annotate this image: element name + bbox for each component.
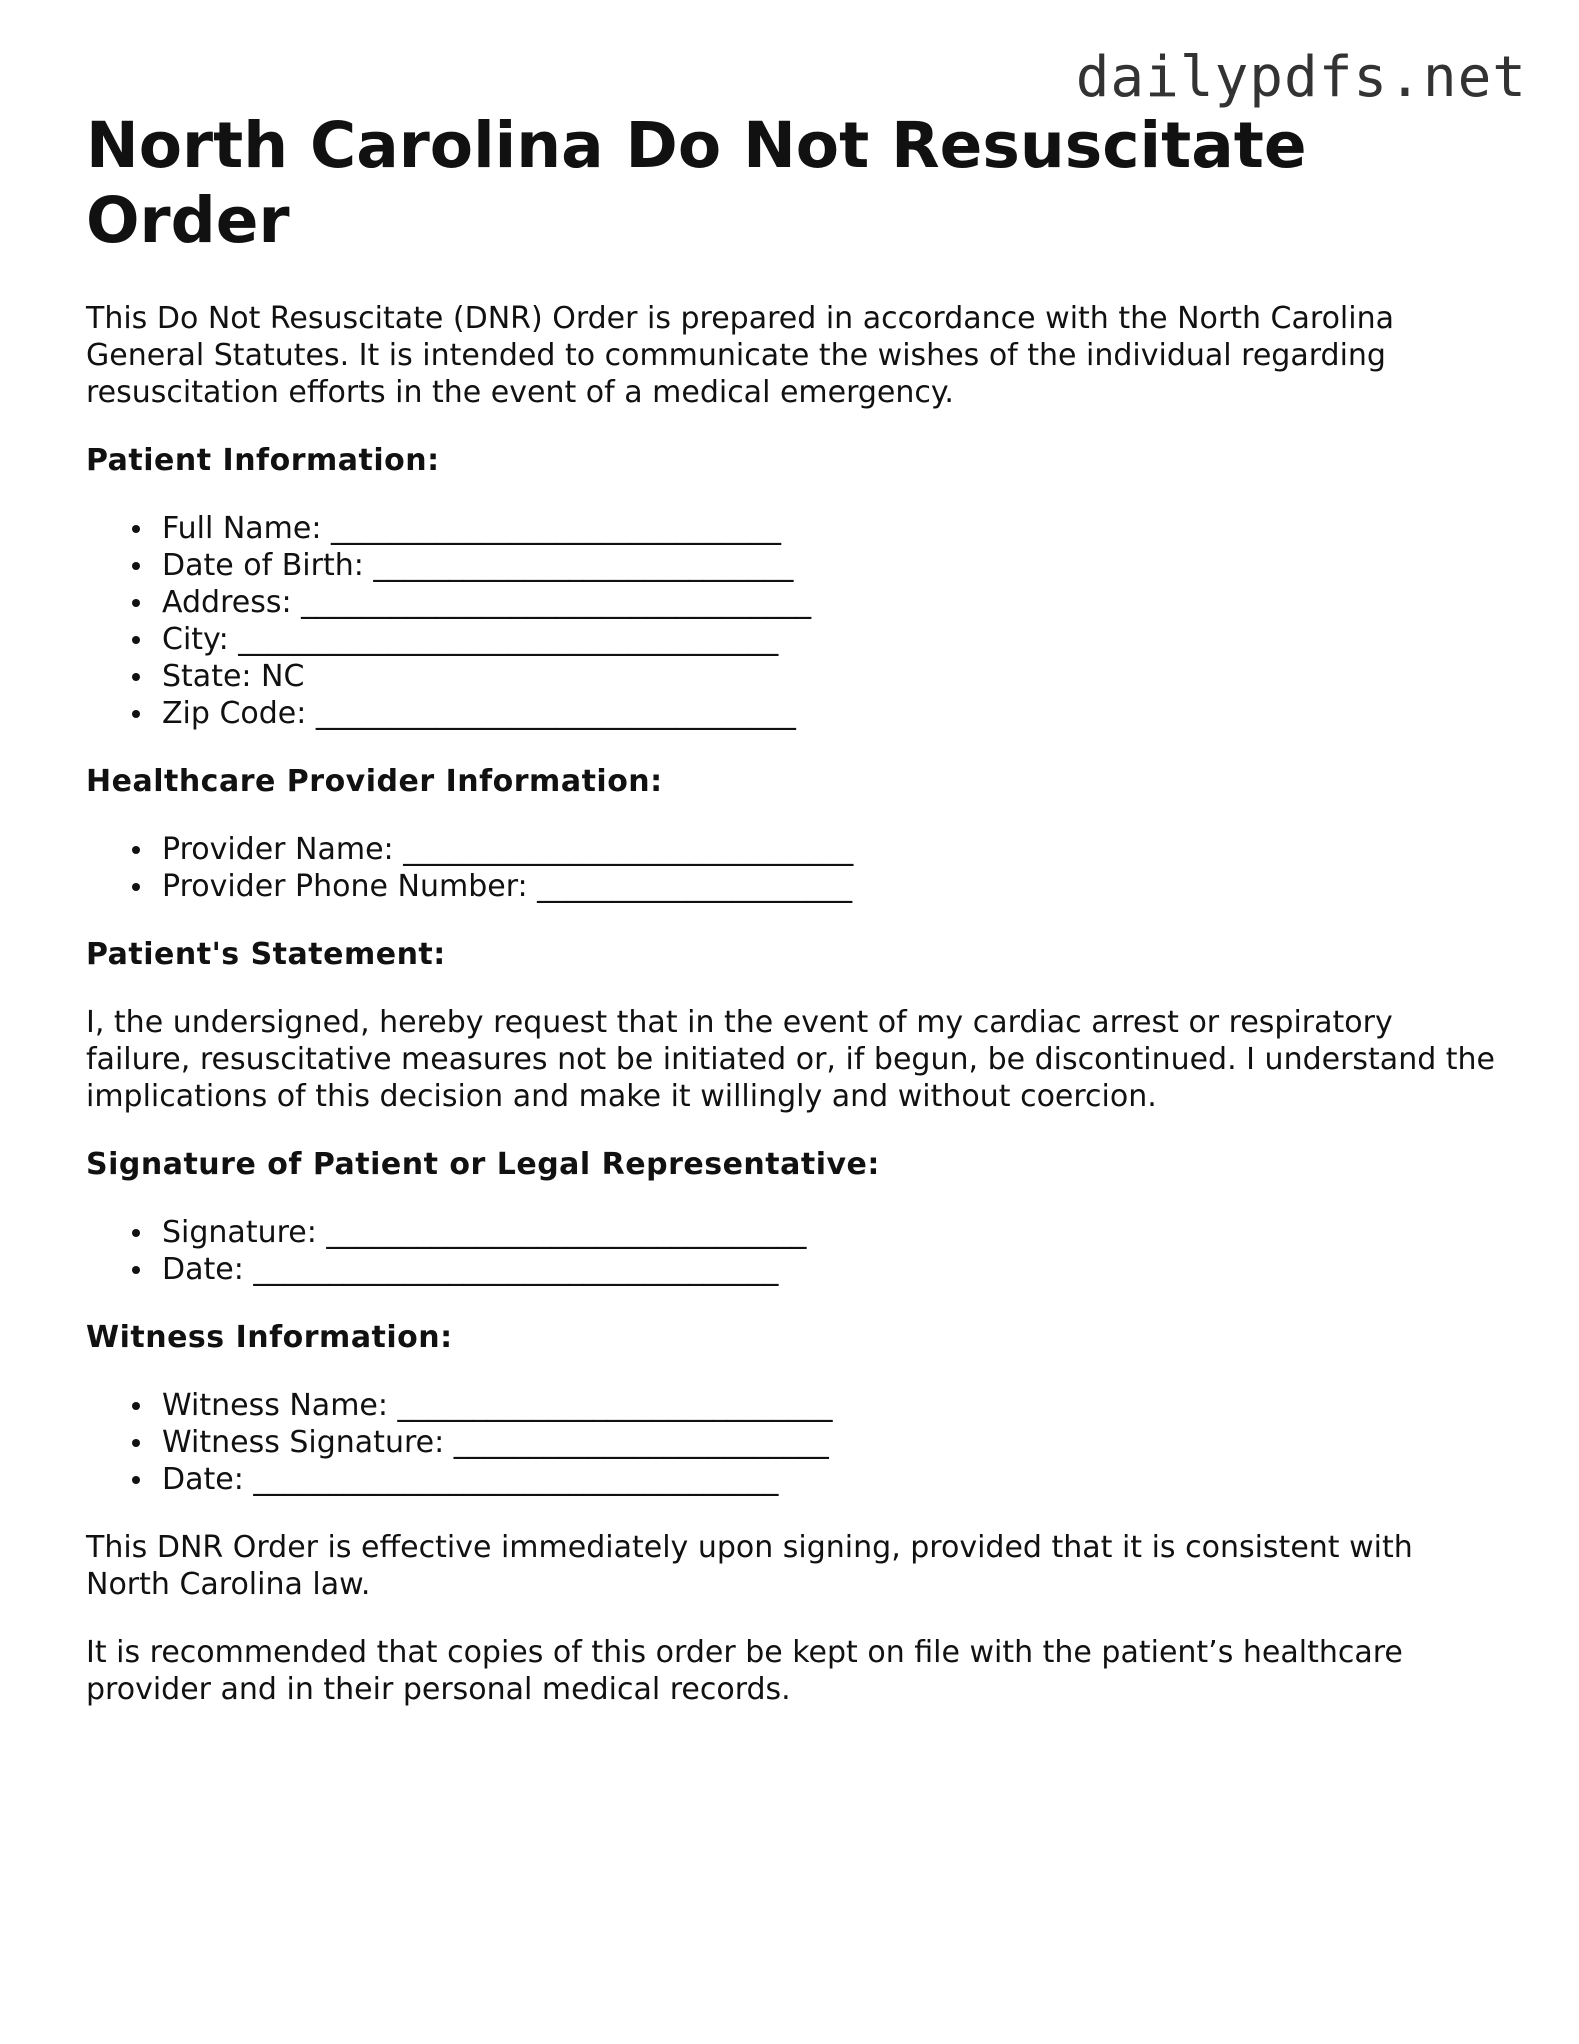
document-page [86,108,1506,1708]
signature-list [86,1214,1506,1288]
provider-phone-field: Provider Phone Number: _____________________ [162,868,1506,905]
provider-info-heading: Healthcare Provider Information: [86,764,663,799]
address-field: Address: __________________________________ [162,584,1506,621]
watermark: dailypdfs.net [1075,45,1527,110]
signature-field: Signature: ________________________________ [162,1214,1506,1251]
date-of-birth-field: Date of Birth: ____________________________ [162,547,1506,584]
intro-paragraph: This Do Not Resuscitate (DNR) Order is prepared in accordance with the North Carolina General Statutes. It is intended to communicate the wishes of the individual regarding resuscitation efforts in the event of a medical emergency. [86,301,1394,410]
zip-code-field: Zip Code: ________________________________ [162,695,1506,732]
patient-info-heading: Patient Information: [86,443,440,478]
witness-heading: Witness Information: [86,1320,453,1355]
witness-signature-field: Witness Signature: _________________________ [162,1424,1506,1461]
recommendation-paragraph: It is recommended that copies of this order be kept on file with the patient’s healthcare provider and in their personal medical records. [86,1635,1403,1707]
signature-date-field: Date: ___________________________________ [162,1251,1506,1288]
provider-name-field: Provider Name: ______________________________ [162,831,1506,868]
state-field: State: NC [162,658,1506,695]
witness-list [86,1387,1506,1498]
page-title: North Carolina Do Not Resuscitate Order [86,109,1307,257]
witness-name-field: Witness Name: _____________________________ [162,1387,1506,1424]
effective-paragraph: This DNR Order is effective immediately upon signing, provided that it is consistent with North Carolina law. [86,1530,1413,1602]
provider-info-list [86,831,1506,905]
statement-heading: Patient's Statement: [86,937,446,972]
full-name-field: Full Name: ______________________________ [162,510,1506,547]
signature-heading: Signature of Patient or Legal Representative: [86,1147,880,1182]
witness-date-field: Date: ___________________________________ [162,1461,1506,1498]
patient-info-list [86,510,1506,732]
city-field: City: ____________________________________ [162,621,1506,658]
statement-paragraph: I, the undersigned, hereby request that in the event of my cardiac arrest or respiratory failure, resuscitative measures not be initiated or, if begun, be discontinued. I understand the implications of this decision and make it willingly and without coercion. [86,1005,1496,1114]
